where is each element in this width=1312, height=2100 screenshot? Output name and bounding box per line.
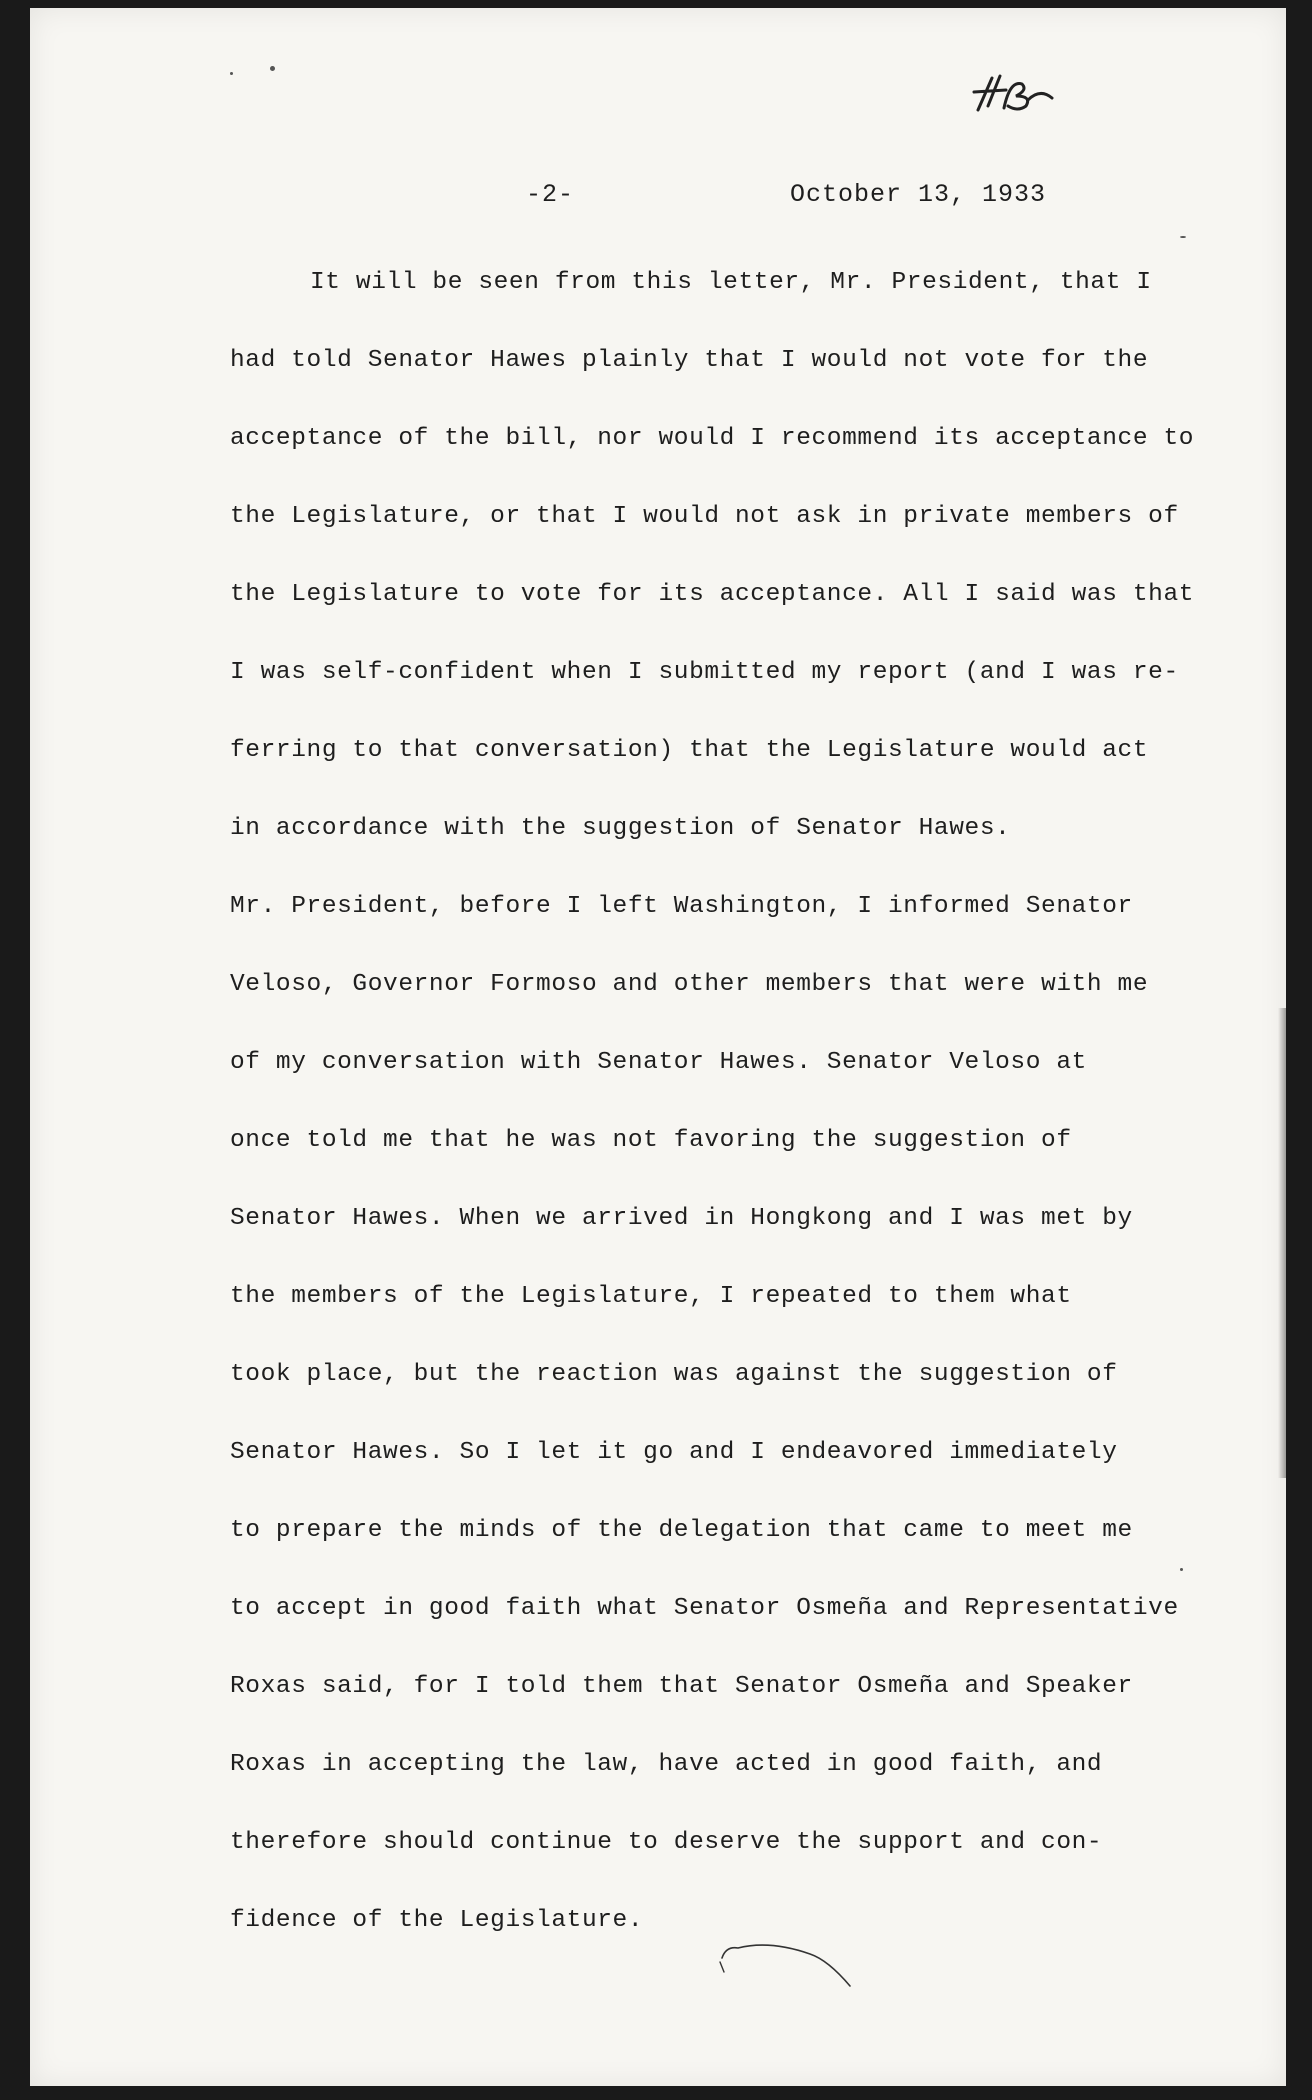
text-line: ferring to that conversation) that the Legislature would act	[230, 737, 1149, 764]
text-line: the Legislature to vote for its acceptance. All I said was that	[230, 581, 1195, 608]
text-line: the members of the Legislature, I repeated to them what	[230, 1283, 1072, 1310]
text-line: once told me that he was not favoring the suggestion of	[230, 1127, 1072, 1154]
paper-speck	[270, 66, 275, 71]
paper-speck	[1180, 236, 1186, 238]
page-number: -2-	[526, 180, 575, 209]
text-line: of my conversation with Senator Hawes. Senator Veloso at	[230, 1049, 1087, 1076]
paper-speck	[1180, 1568, 1183, 1571]
text-line: Mr. President, before I left Washington, I informed Senator	[230, 893, 1133, 920]
text-line: the Legislature, or that I would not ask in private members of	[230, 503, 1179, 530]
letter-date: October 13, 1933	[790, 180, 1047, 209]
text-line: to accept in good faith what Senator Osmeña and Representative	[230, 1595, 1179, 1622]
text-line: Senator Hawes. So I let it go and I endeavored immediately	[230, 1439, 1118, 1466]
text-line: in accordance with the suggestion of Senator Hawes.	[230, 815, 1011, 842]
handwritten-scribble	[710, 1938, 890, 2008]
page-edge-shadow	[1278, 1008, 1286, 1478]
paper-speck	[230, 72, 233, 75]
text-line: took place, but the reaction was against the suggestion of	[230, 1361, 1118, 1388]
text-line: Veloso, Governor Formoso and other members that were with me	[230, 971, 1149, 998]
text-line: to prepare the minds of the delegation that came to meet me	[230, 1517, 1133, 1544]
text-line: It will be seen from this letter, Mr. President, that I	[310, 269, 1152, 296]
document-page	[30, 8, 1286, 2086]
text-line: therefore should continue to deserve the support and con-	[230, 1829, 1103, 1856]
text-line: had told Senator Hawes plainly that I would not vote for the	[230, 347, 1149, 374]
text-line: Roxas said, for I told them that Senator Osmeña and Speaker	[230, 1673, 1133, 1700]
text-line: Roxas in accepting the law, have acted in good faith, and	[230, 1751, 1103, 1778]
handwritten-initials-mark	[970, 70, 1080, 120]
text-line: Senator Hawes. When we arrived in Hongkong and I was met by	[230, 1205, 1133, 1232]
letter-body	[230, 244, 1230, 1960]
text-line: acceptance of the bill, nor would I recommend its acceptance to	[230, 425, 1195, 452]
text-line: fidence of the Legislature.	[230, 1907, 644, 1934]
text-line: I was self-confident when I submitted my report (and I was re-	[230, 659, 1179, 686]
